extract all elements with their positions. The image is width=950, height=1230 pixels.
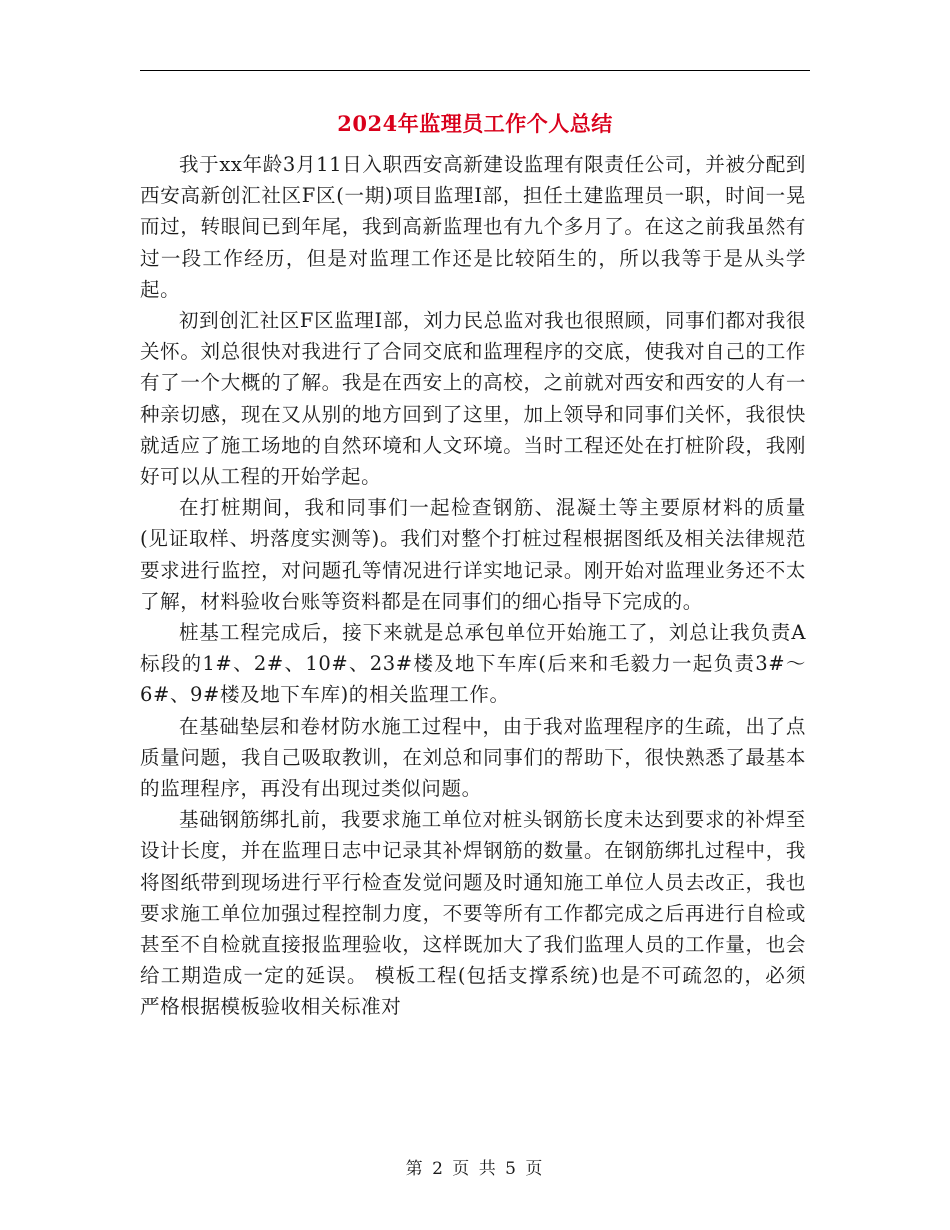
document-title: 2024年监理员工作个人总结 <box>337 111 613 136</box>
paragraph-4: 桩基工程完成后，接下来就是总承包单位开始施工了，刘总让我负责A标段的1#、2#、10#、23#楼及地下车库(后来和毛毅力一起负责3#～6#、9#楼及地下车库)的相关监理工作。 <box>140 621 806 707</box>
paragraph-1: 我于xx年龄3月11日入职西安高新建设监理有限责任公司，并被分配到西安高新创汇社区F区(一期)项目监理Ⅰ部，担任土建监理员一职，时间一晃而过，转眼间已到年尾，我到高新监理也有九个多月了。在这之前我虽然有过一段工作经历，但是对监理工作还是比较陌生的，所以我等于是从头学起。 <box>140 153 806 301</box>
header-rule <box>140 70 810 71</box>
document-body <box>140 149 806 1023</box>
paragraph-6: 基础钢筋绑扎前，我要求施工单位对桩头钢筋长度未达到要求的补焊至设计长度，并在监理日志中记录其补焊钢筋的数量。在钢筋绑扎过程中，我将图纸带到现场进行平行检查发觉问题及时通知施工单位人员去改正，我也要求施工单位加强过程控制力度，不要等所有工作都完成之后再进行自检或甚至不自检就直接报监理验收，这样既加大了我们监理人员的工作量，也会给工期造成一定的延误。 模板工程(包括支撑系统)也是不可疏忽的，必须严格根据模板验收相关标准对 <box>140 808 806 1019</box>
paragraph-5: 在基础垫层和卷材防水施工过程中，由于我对监理程序的生疏，出了点质量问题，我自己吸取教训，在刘总和同事们的帮助下，很快熟悉了最基本的监理程序，再没有出现过类似问题。 <box>140 714 806 801</box>
paragraph-3: 在打桩期间，我和同事们一起检查钢筋、混凝土等主要原材料的质量(见证取样、坍落度实测等)。我们对整个打桩过程根据图纸及相关法律规范要求进行监控，对问题孔等情况进行详实地记录。刚开始对监理业务还不太了解，材料验收台账等资料都是在同事们的细心指导下完成的。 <box>140 496 806 613</box>
page-number: 第 2 页 共 5 页 <box>405 1159 545 1179</box>
paragraph-2: 初到创汇社区F区监理Ⅰ部，刘力民总监对我也很照顾，同事们都对我很关怀。刘总很快对我进行了合同交底和监理程序的交底，使我对自己的工作有了一个大概的了解。我是在西安上的高校，之前就对西安和西安的人有一种亲切感，现在又从别的地方回到了这里，加上领导和同事们关怀，我很快就适应了施工场地的自然环境和人文环境。当时工程还处在打桩阶段，我刚好可以从工程的开始学起。 <box>140 309 806 489</box>
